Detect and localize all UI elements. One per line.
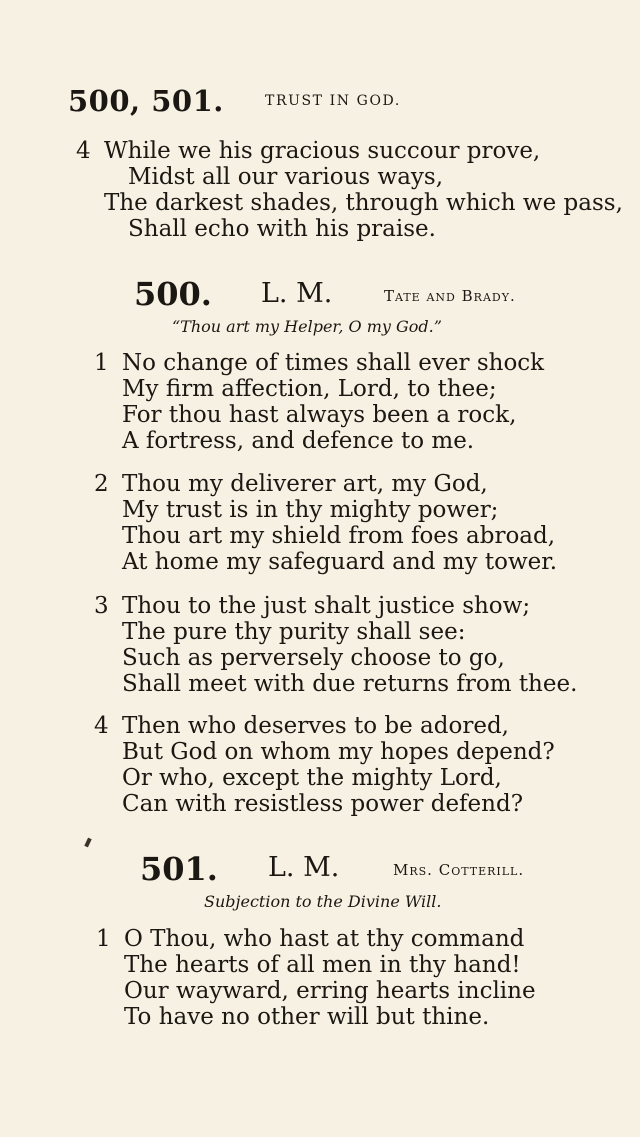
- verse-line: O Thou, who hast at thy command: [124, 926, 525, 952]
- verse-line: But God on whom my hopes depend?: [122, 739, 555, 765]
- verse-line: Shall echo with his praise.: [128, 216, 436, 242]
- verse-line: Such as perversely choose to go,: [122, 645, 505, 671]
- verse-line: Shall meet with due returns from thee.: [122, 671, 578, 697]
- hymn-author: Mrs. Cotterill.: [393, 861, 525, 879]
- verse-line: Midst all our various ways,: [128, 164, 444, 190]
- hymn-number: 500.: [134, 275, 212, 313]
- hymn-meter: L. M.: [268, 852, 340, 883]
- verse-line: At home my safeguard and my tower.: [122, 549, 558, 575]
- verse-line: The darkest shades, through which we pass,: [104, 190, 623, 216]
- verse-number: 1: [94, 350, 109, 376]
- verse-line: Thou art my shield from foes abroad,: [122, 523, 556, 549]
- running-hymn-numbers: 500, 501.: [68, 84, 224, 118]
- verse-line: For thou hast always been a rock,: [122, 402, 517, 428]
- verse-line: The pure thy purity shall see:: [122, 619, 466, 645]
- verse-line: Or who, except the mighty Lord,: [122, 765, 502, 791]
- ink-mark: [84, 838, 91, 848]
- hymn-subtitle: “Thou art my Helper, O my God.”: [172, 317, 442, 336]
- verse-line: To have no other will but thine.: [124, 1004, 490, 1030]
- verse-line: My trust is in thy mighty power;: [122, 497, 499, 523]
- verse-number: 4: [76, 138, 91, 164]
- verse-line: My firm affection, Lord, to thee;: [122, 376, 497, 402]
- verse-line: Then who deserves to be adored,: [122, 713, 509, 739]
- hymn-meter: L. M.: [261, 278, 333, 309]
- running-title: TRUST IN GOD.: [265, 93, 401, 109]
- verse-number: 2: [94, 471, 109, 497]
- verse-line: Thou my deliverer art, my God,: [122, 471, 488, 497]
- verse-number: 4: [94, 713, 109, 739]
- hymn-author: Tate and Brady.: [384, 287, 516, 305]
- hymn-subtitle: Subjection to the Divine Will.: [204, 892, 442, 911]
- verse-line: The hearts of all men in thy hand!: [124, 952, 521, 978]
- verse-line: Thou to the just shalt justice show;: [122, 593, 531, 619]
- verse-number: 3: [94, 593, 109, 619]
- verse-line: No change of times shall ever shock: [122, 350, 545, 376]
- hymn-number: 501.: [140, 850, 218, 888]
- verse-line: Can with resistless power defend?: [122, 791, 524, 817]
- verse-line: Our wayward, erring hearts incline: [124, 978, 536, 1004]
- verse-line: While we his gracious succour prove,: [104, 138, 541, 164]
- verse-line: A fortress, and defence to me.: [122, 428, 475, 454]
- verse-number: 1: [96, 926, 111, 952]
